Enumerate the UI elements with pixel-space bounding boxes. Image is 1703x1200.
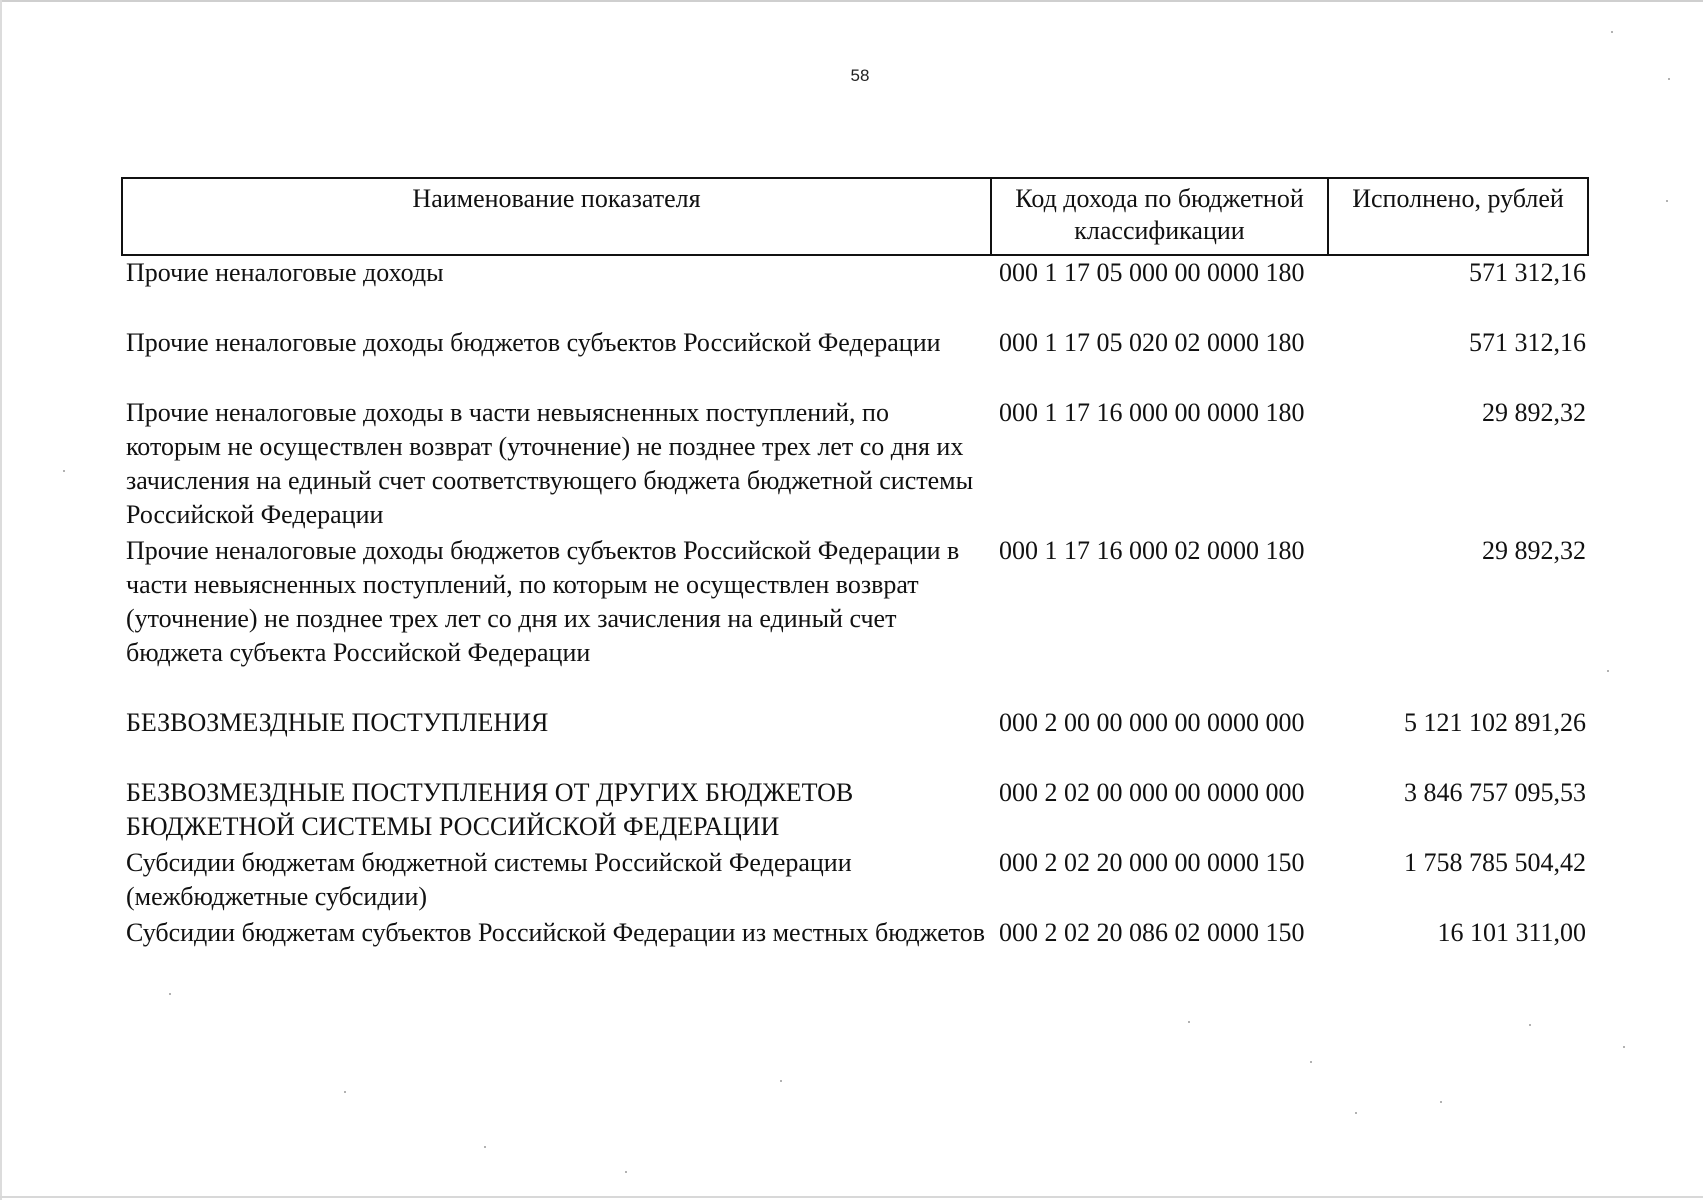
page-number: 58	[850, 66, 870, 85]
row-code: 000 1 17 16 000 02 0000 180	[999, 536, 1305, 565]
scan-speck	[1529, 1024, 1531, 1026]
scan-speck	[63, 470, 65, 472]
row-name: Прочие неналоговые доходы	[126, 258, 444, 287]
row-amount: 29 892,32	[1482, 398, 1586, 427]
scan-speck	[1611, 31, 1613, 33]
row-amount: 5 121 102 891,26	[1404, 708, 1586, 737]
row-amount: 29 892,32	[1482, 536, 1586, 565]
row-code: 000 2 02 00 000 00 0000 000	[999, 778, 1305, 807]
row-code: 000 2 02 20 000 00 0000 150	[999, 848, 1305, 877]
row-code: 000 1 17 05 020 02 0000 180	[999, 328, 1305, 357]
scan-speck	[1188, 1021, 1190, 1023]
row-name: БЕЗВОЗМЕЗДНЫЕ ПОСТУПЛЕНИЯ ОТ ДРУГИХ БЮДЖЕТОВ БЮДЖЕТНОЙ СИСТЕМЫ РОССИЙСКОЙ ФЕДЕРАЦИИ	[126, 778, 854, 841]
row-code: 000 1 17 16 000 00 0000 180	[999, 398, 1305, 427]
row-amount: 16 101 311,00	[1437, 918, 1586, 947]
scan-speck	[169, 993, 171, 995]
row-name: Прочие неналоговые доходы бюджетов субъектов Российской Федерации в части невыясненных поступлений, по которым не осуществлен возврат (уточнение) не позднее трех лет со дня их зачисления на единый счет бюджета субъекта Российской Федерации	[126, 536, 960, 667]
scan-speck	[625, 1171, 627, 1173]
row-code: 000 2 02 20 086 02 0000 150	[999, 918, 1305, 947]
header-code: Код дохода по бюджетной классификации	[992, 179, 1329, 254]
row-name: Субсидии бюджетам субъектов Российской Федерации из местных бюджетов	[126, 918, 986, 947]
row-name: Прочие неналоговые доходы бюджетов субъектов Российской Федерации	[126, 328, 941, 357]
row-name: Прочие неналоговые доходы в части невыясненных поступлений, по которым не осуществлен возврат (уточнение) не позднее трех лет со дня их зачисления на единый счет соответствующего бюджета бюджетной системы Российской Федерации	[126, 398, 974, 529]
row-amount: 1 758 785 504,42	[1404, 848, 1586, 877]
scan-speck	[1607, 670, 1609, 672]
row-code: 000 1 17 05 000 00 0000 180	[999, 258, 1305, 287]
header-amount: Исполнено, рублей	[1352, 184, 1564, 213]
scan-edge-bottom	[0, 1196, 1703, 1198]
scan-speck	[1440, 1101, 1442, 1103]
scan-edge-left	[0, 0, 2, 1200]
scan-speck	[1623, 1046, 1625, 1048]
scan-speck	[484, 1146, 486, 1148]
scan-edge-top	[0, 0, 1703, 2]
scan-speck	[1310, 1061, 1312, 1063]
scan-speck	[1666, 200, 1668, 202]
scan-speck	[1668, 78, 1670, 80]
row-name: БЕЗВОЗМЕЗДНЫЕ ПОСТУПЛЕНИЯ	[126, 708, 549, 737]
scan-speck	[780, 1080, 782, 1082]
scan-speck	[344, 1091, 346, 1093]
header-name: Наименование показателя	[123, 179, 992, 254]
row-code: 000 2 00 00 000 00 0000 000	[999, 708, 1305, 737]
row-name: Субсидии бюджетам бюджетной системы Российской Федерации (межбюджетные субсидии)	[126, 848, 852, 911]
table-header	[121, 177, 1589, 256]
row-amount: 571 312,16	[1469, 258, 1586, 287]
scan-speck	[1355, 1112, 1357, 1114]
row-amount: 571 312,16	[1469, 328, 1586, 357]
row-amount: 3 846 757 095,53	[1404, 778, 1586, 807]
